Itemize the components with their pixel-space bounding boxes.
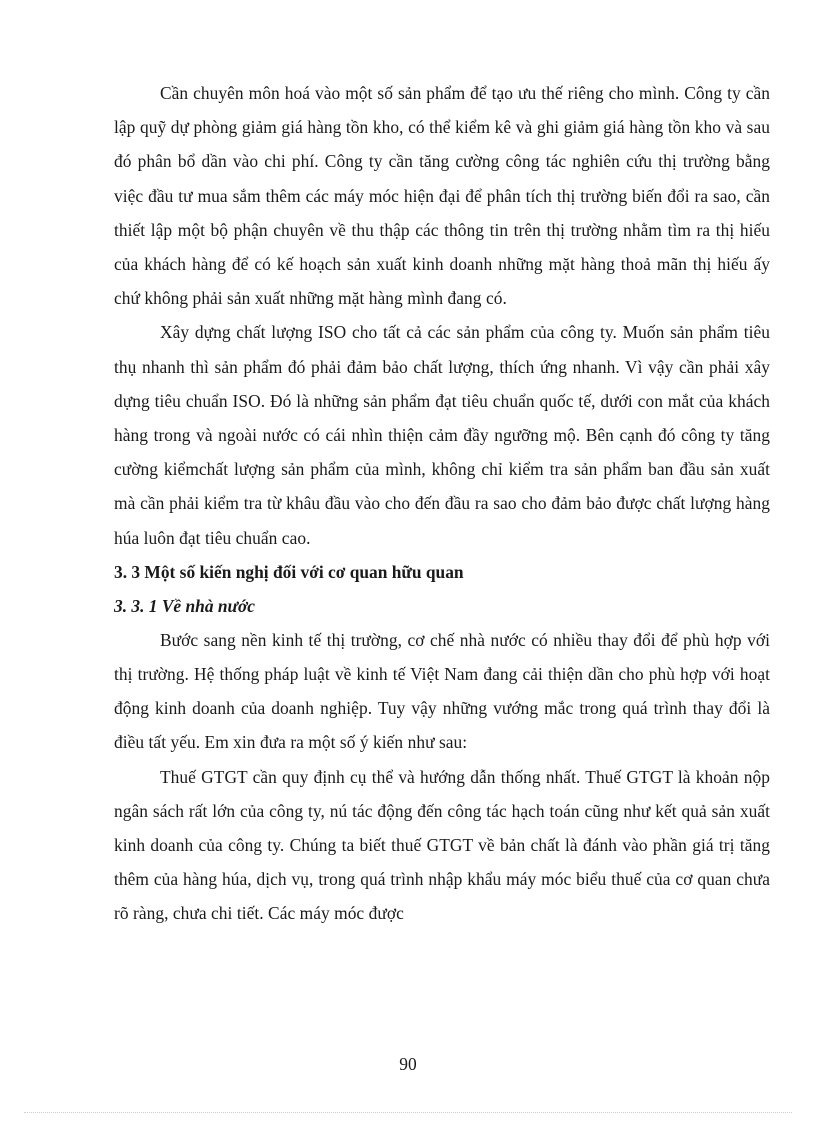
paragraph-specialization: Cần chuyên môn hoá vào một số sản phẩm để tạo ưu thế riêng cho mình. Công ty cần lập quỹ dự phòng giảm giá hàng tồn kho, có thể kiểm kê và ghi giảm giá hàng tồn kho và sau đó phân bổ dần vào chi phí. Công ty cần tăng cường công tác nghiên cứu thị trường bằng việc đầu tư mua sắm thêm các máy móc hiện đại để phân tích thị trường biến đổi ra sao, cần thiết lập một bộ phận chuyên về thu thập các thông tin trên thị trường nhằm tìm ra thị hiếu của khách hàng để có kế hoạch sản xuất kinh doanh những mặt hàng thoả mãn thị hiếu ấy chứ không phải sản xuất những mặt hàng mình đang có.: [114, 83, 770, 309]
paragraph-iso-quality: Xây dựng chất lượng ISO cho tất cả các sản phẩm của công ty. Muốn sản phẩm tiêu thụ nhanh thì sản phẩm đó phải đảm bảo chất lượng, thích ứng nhanh. Vì vậy cần phải xây dựng tiêu chuẩn ISO. Đó là những sản phẩm đạt tiêu chuẩn quốc tế, dưới con mắt của khách hàng trong và ngoài nước có cái nhìn thiện cảm đầy ngưỡng mộ. Bên cạnh đó công ty tăng cường kiểmchất lượng sản phẩm của mình, không chỉ kiểm tra sản phẩm ban đầu sản xuất mà cần phải kiểm tra từ khâu đầu vào cho đến đầu ra sao cho đảm bảo được chất lượng hàng húa luôn đạt tiêu chuẩn cao.: [114, 322, 770, 548]
subsection-heading: 3. 3. 1 Về nhà nước: [114, 595, 256, 616]
page-bottom-edge: [24, 1112, 792, 1113]
paragraph-market-economy: Bước sang nền kinh tế thị trường, cơ chế nhà nước có nhiều thay đổi để phù hợp với thị trường. Hệ thống pháp luật về kinh tế Việt Nam đang cải thiện dần cho phù hợp với hoạt động kinh doanh của doanh nghiệp. Tuy vậy những vướng mắc trong quá trình thay đổi là điều tất yếu. Em xin đưa ra một số ý kiến như sau:: [114, 629, 770, 753]
paragraph-vat: Thuế GTGT cần quy định cụ thể và hướng dẫn thống nhất. Thuế GTGT là khoản nộp ngân sách rất lớn của công ty, nú tác động đến công tác hạch toán cũng như kết quả sản xuất kinh doanh của công ty. Chúng ta biết thuế GTGT về bản chất là đánh vào phần giá trị tăng thêm của hàng húa, dịch vụ, trong quá trình nhập khẩu máy móc biểu thuế của cơ quan chưa rõ ràng, chưa chi tiết. Các máy móc được: [114, 766, 770, 924]
page-body: [114, 76, 770, 931]
page-number: 90: [399, 1054, 417, 1074]
section-heading: 3. 3 Một số kiến nghị đối với cơ quan hữu quan: [114, 561, 464, 582]
